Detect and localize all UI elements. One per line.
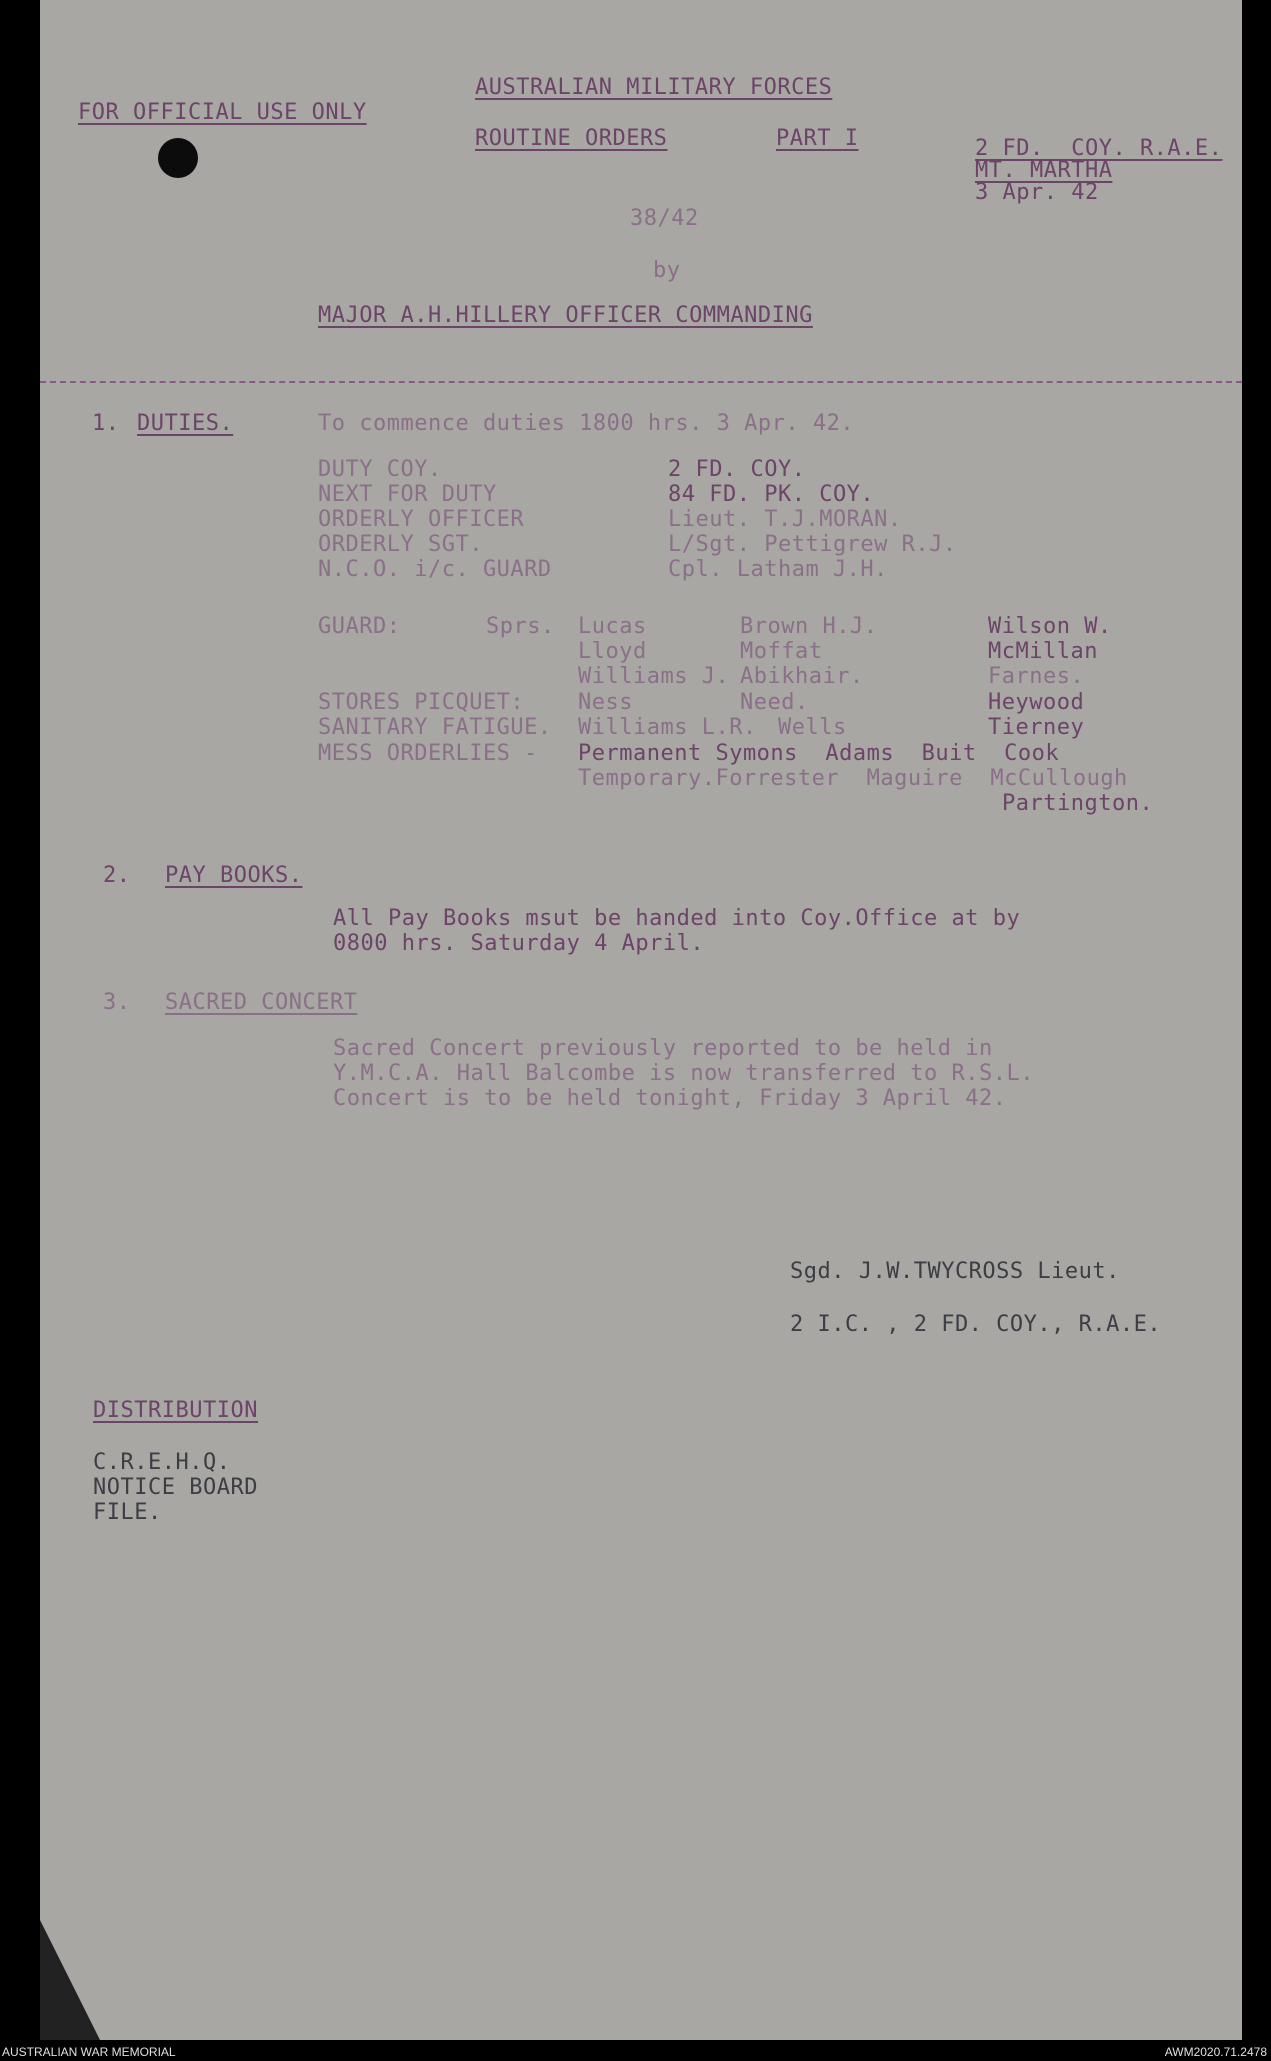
order-number: 38/42: [630, 206, 699, 231]
signature-appointment: 2 I.C. , 2 FD. COY., R.A.E.: [790, 1312, 1162, 1337]
routine-orders: ROUTINE ORDERS: [475, 126, 668, 151]
duties-title: DUTIES.: [137, 411, 234, 436]
duty-label: DUTY COY.: [318, 457, 442, 482]
issue-date: 3 Apr. 42: [975, 180, 1099, 205]
sacred-concert-number: 3.: [103, 990, 131, 1015]
mess-temporary: Temporary.Forrester Maguire McCullough: [578, 766, 1128, 791]
header-divider: [40, 381, 1242, 383]
pay-books-line: 0800 hrs. Saturday 4 April.: [333, 931, 705, 956]
part-number: PART I: [776, 126, 859, 151]
location: MT. MARTHA: [975, 158, 1113, 183]
distribution-item: C.R.E.H.Q.: [93, 1450, 231, 1475]
guard-name: Williams J.: [578, 664, 730, 689]
mess-temporary-cont: Partington.: [1002, 791, 1154, 816]
stores-name: Heywood: [988, 690, 1085, 715]
guard-name: Abikhair.: [740, 664, 864, 689]
duty-value: Cpl. Latham J.H.: [668, 557, 888, 582]
duty-label: ORDERLY SGT.: [318, 532, 483, 557]
sacred-concert-line: Sacred Concert previously reported to be held in: [333, 1036, 993, 1061]
guard-name: Wilson W.: [988, 614, 1112, 639]
by-line: by: [653, 258, 681, 283]
duty-value: Lieut. T.J.MORAN.: [668, 507, 902, 532]
distribution-title: DISTRIBUTION: [93, 1398, 258, 1423]
folded-corner: [40, 1920, 100, 2040]
guard-name: Lloyd: [578, 639, 647, 664]
sanitary-name: Tierney: [988, 715, 1085, 740]
duty-label: NEXT FOR DUTY: [318, 482, 497, 507]
sanitary-name: Williams L.R.: [578, 715, 757, 740]
force-title: AUSTRALIAN MILITARY FORCES: [475, 75, 833, 100]
stores-name: Need.: [740, 690, 809, 715]
distribution-item: FILE.: [93, 1500, 162, 1525]
guard-name: Moffat: [740, 639, 823, 664]
classification: FOR OFFICIAL USE ONLY: [78, 100, 367, 125]
duty-value: L/Sgt. Pettigrew R.J.: [668, 532, 957, 557]
archive-reference: AWM2020.71.2478: [1164, 2045, 1267, 2059]
sacred-concert-title: SACRED CONCERT: [165, 990, 358, 1015]
sanitary-name: Wells: [778, 715, 847, 740]
sanitary-fatigue-label: SANITARY FATIGUE.: [318, 715, 552, 740]
unit-name: 2 FD. COY. R.A.E.: [975, 136, 1223, 161]
guard-name: Lucas: [578, 614, 647, 639]
pay-books-title: PAY BOOKS.: [165, 863, 303, 888]
duties-intro: To commence duties 1800 hrs. 3 Apr. 42.: [318, 411, 855, 436]
guard-name: McMillan: [988, 639, 1098, 664]
guard-name: Farnes.: [988, 664, 1085, 689]
guard-rank: Sprs.: [486, 614, 555, 639]
punch-hole: [158, 138, 198, 178]
pay-books-line: All Pay Books msut be handed into Coy.Office at by: [333, 906, 1021, 931]
duty-value: 2 FD. COY.: [668, 457, 806, 482]
stores-picquet-label: STORES PICQUET:: [318, 690, 525, 715]
mess-orderlies-label: MESS ORDERLIES -: [318, 741, 538, 766]
duty-label: N.C.O. i/c. GUARD: [318, 557, 552, 582]
stores-name: Ness: [578, 690, 633, 715]
guard-name: Brown H.J.: [740, 614, 878, 639]
pay-books-number: 2.: [103, 863, 131, 888]
commander: MAJOR A.H.HILLERY OFFICER COMMANDING: [318, 303, 813, 328]
sacred-concert-line: Concert is to be held tonight, Friday 3 April 42.: [333, 1086, 1007, 1111]
signature-line: Sgd. J.W.TWYCROSS Lieut.: [790, 1259, 1120, 1284]
duty-label: ORDERLY OFFICER: [318, 507, 525, 532]
mess-permanent: Permanent Symons Adams Buit Cook: [578, 741, 1060, 766]
sacred-concert-line: Y.M.C.A. Hall Balcombe is now transferred to R.S.L.: [333, 1061, 1035, 1086]
guard-label: GUARD:: [318, 614, 401, 639]
duties-number: 1.: [92, 411, 120, 436]
distribution-item: NOTICE BOARD: [93, 1475, 258, 1500]
archive-credit: AUSTRALIAN WAR MEMORIAL: [2, 2045, 176, 2059]
duty-value: 84 FD. PK. COY.: [668, 482, 875, 507]
